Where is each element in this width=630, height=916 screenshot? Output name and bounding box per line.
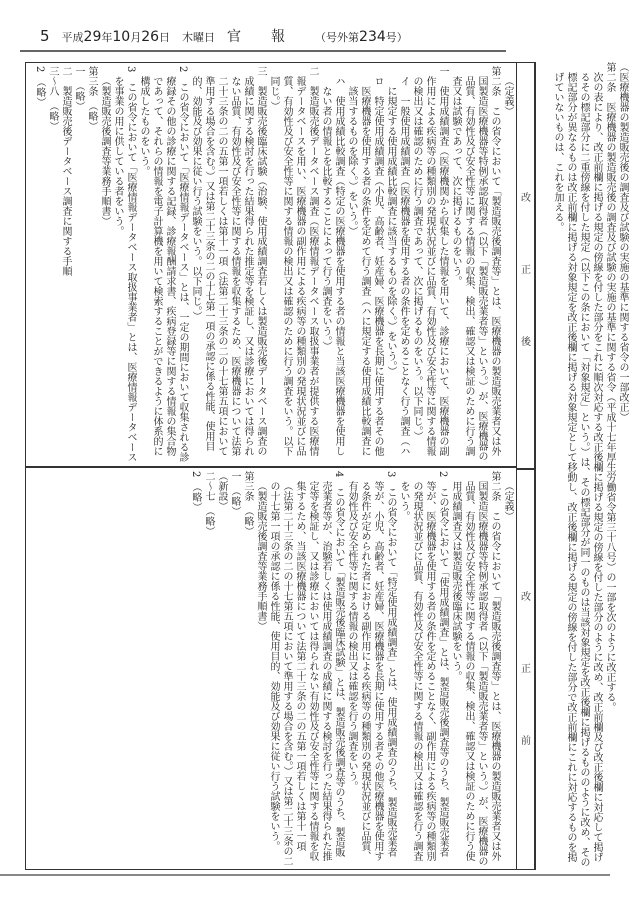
intro-article: 第二条 医療機器の製造販売後の調査及び試験の実施の基準に関する省令（平成十七年厚生労働省令第三十八号）の一部を次のように改正する。: [604, 62, 615, 712]
after-para: 3 この省令において「医療情報データベース取扱事業者」とは、医療情報データベースを事業の用に供している者をいう。: [112, 66, 136, 463]
issue-prefix: （号外第: [315, 31, 360, 44]
label-char: 後: [521, 337, 531, 348]
before-article: 第二条 この省令において「製造販売後調査等」とは、医療機器の製造販売業者又は外国製造医療機器等特例承認取得者（以下「製造販売業者等」という。）が、医療機器の品質、有効性及び安全性等に関する情報の収集、検出、確認又は検証のために行う使用成績調査又は製造販売後臨床試験をいう。: [450, 471, 500, 866]
after-article: 第二条 この省令において「製造販売後調査等」とは、医療機器の製造販売業者又は外国製造医療機器等特例承認取得者（以下「製造販売業者等」という。）が、医療機器の品質、有効性及び安全性等に関する情報の収集、検出、確認又は検証のために行う調査又は試験であって、次に掲げるものをいう。: [450, 66, 500, 461]
after-para: 2 （略）: [34, 66, 45, 108]
after-item: 二 製造販売後データベース調査に関する手順: [60, 66, 71, 276]
label-char: 改: [521, 592, 531, 603]
gazette-title-1: 官: [227, 29, 242, 45]
intro-body: 次の表により、改正前欄に掲げる規定の傍線を付した部分をこれに順次対応する改正後欄に掲げる規定の傍線を付した部分のように改め、改正前欄及び改正後欄に対応して掲げるその標記部分に二重傍線を付した規定（以下この条において「対象規定」という。）は、その標記部分が同一のものは当該対象規定を改正後欄に掲げるもののように改め、その標記部分が異なるものは改正前欄に掲げる対象規定を改正後欄に掲げる対象規定として移動し、改正後欄に掲げる規定の傍線を付した部分で改正前欄にこれに対応するものを掲げていないものは、これを加える。: [552, 72, 602, 867]
after-subitem: イ 一般使用成績調査（医療機器を使用する者の条件を定めることなく行う調査（ハに規定する使用成績比較調査に該当するものを除く。）をいう。）: [385, 76, 409, 456]
before-para: 2 この省令において「使用成績調査」とは、製造販売後調査等のうち、製造販売業者等が、医療機器を使用する者の条件を定めることなく、副作用による疾病等の種類別の発現状況並びに品質、有効性及び安全性等に関する情報の検出又は確認を行う調査をいう。: [398, 471, 448, 861]
issue-date: [62, 29, 170, 45]
weekday: 木曜日: [182, 31, 216, 44]
footer-divider: [0, 874, 610, 876]
header-divider: [20, 50, 506, 52]
date-era: 平成: [61, 31, 84, 44]
before-amendment-section: [26, 468, 516, 869]
before-article: 第三条 （略）: [242, 471, 253, 536]
before-para: 2 （略）: [190, 471, 201, 513]
date-month: 10: [112, 29, 131, 45]
comparison-table: [25, 62, 536, 870]
before-amendment-label: [516, 468, 536, 869]
before-item: 一 （略）: [229, 471, 240, 516]
after-item: 三〜八 （略）: [47, 66, 58, 131]
after-subitem: ロ 特定使用成績調査（小児、高齢者、妊産婦、医療機器を長期に使用する者その他医療機器を使用する者の条件を定めて行う調査（ハに規定する使用成績比較調査に該当するものを除く。）をいう。）: [346, 76, 383, 456]
before-para: 3 この省令において「特定使用成績調査」とは、使用成績調査のうち、製造販売業者等が、小児、高齢者、妊産婦、医療機器を長期に使用する者その他医療機器を使用する条件が定められた者における副作用による疾病等の種類別の発現状況並びに品質、有効性及び安全性等に関する情報の検出又は確認を行う調査をいう。: [346, 471, 396, 861]
date-year: 29: [83, 29, 102, 45]
label-char: 正: [521, 664, 531, 675]
after-amendment-label: [516, 63, 536, 470]
date-day: 26: [141, 29, 160, 45]
date-year-unit: 年: [101, 31, 113, 44]
issue-number: [315, 29, 408, 45]
after-amendment-section: [26, 63, 516, 468]
before-item: （新設）: [216, 471, 227, 511]
before-para: 4 この省令において「製造販売後臨床試験」とは、製造販売後調査等のうち、製造販売業者等が、治験若しくは使用成績調査の成績に関する検討を行った結果得られた推定等を検証し、又は診療においては得られない有効性及び安全性等に関する情報を収集するため、当該医療機器について法第二十三条の二の五第一項若しくは第十一項（法第二十三条の二の十七第五項において準用する場合を含む。）又は第二十三条の二の十七第一項の承認に係る性能、使用目的、効能及び効果に従い行う試験をいう。: [268, 471, 344, 866]
page-header: [40, 26, 510, 48]
before-heading: （製造販売後調査等業務手順書）: [255, 481, 266, 631]
after-article: 第三条 （略）: [86, 66, 97, 131]
after-heading: （製造販売後調査等業務手順書）: [99, 76, 110, 226]
after-subitem: ハ 使用成績比較調査（特定の医療機器を使用する者の情報と当該医療機器を使用しない者の情報とを比較することによって行う調査をいう。）: [320, 76, 344, 456]
after-para: 2 この省令において「医療情報データベース」とは、一定の期間において収集される診療録その他の診療に関する記録、診療報酬請求書、疾病登録等に関する情報の集合物であって、それらの情報を電子計算機を用いて検索することができるように体系的に構成したものをいう。: [138, 66, 188, 463]
label-char: 正: [521, 265, 531, 276]
issue-suffix: 号）: [385, 31, 408, 44]
before-heading: （定義）: [502, 481, 513, 521]
before-item: 二〜七 （略）: [203, 471, 214, 536]
intro-heading: （医療機器の製造販売後の調査及び試験の実施の基準に関する省令の一部改正）: [617, 62, 628, 422]
after-heading: （定義）: [502, 76, 513, 116]
after-item: 一 使用成績調査（医療機関から収集した情報を用いて、診療において、医療機器の副作用による疾病等の種類別の発現状況並びに品質、有効性及び安全性等に関する情報の検出又は確認のために行う調査であって、次に掲げるものをいう。以下同じ。）: [411, 66, 448, 456]
page-number: 5: [40, 27, 50, 45]
label-char: 改: [521, 193, 531, 204]
amendment-intro: [539, 62, 629, 870]
label-char: 前: [521, 736, 531, 747]
gazette-title-2: 報: [271, 29, 286, 45]
date-month-unit: 月: [130, 31, 142, 44]
date-day-unit: 日: [159, 31, 171, 44]
after-item: 二 製造販売後データベース調査（医療情報データベース取扱事業者が提供する医療情報データベースを用い、医療機器の副作用による疾病等の種類別の発現状況並びに品質、有効性及び安全性等に関する情報の検出又は確認のために行う調査をいう。以下同じ。）: [268, 66, 318, 456]
after-item: 三 製造販売後臨床試験（治験、使用成績調査若しくは製造販売後データベース調査の成績に関する検討を行った結果得られた推定等を検証し、又は診療においては得られない品質、有効性及び安全性等に関する情報を収集するため、医療機器について法第二十三条の二の五第一項若しくは第十一項（法第二十三条の二の十七第五項において準用する場合を含む。）又は第二十三条の二の十七第一項の承認に係る性能、使用目的、効能及び効果に従い行う試験をいう。以下同じ。）: [190, 66, 266, 456]
issue-number-value: 234: [359, 29, 386, 45]
after-item: 一 （略）: [73, 66, 84, 111]
